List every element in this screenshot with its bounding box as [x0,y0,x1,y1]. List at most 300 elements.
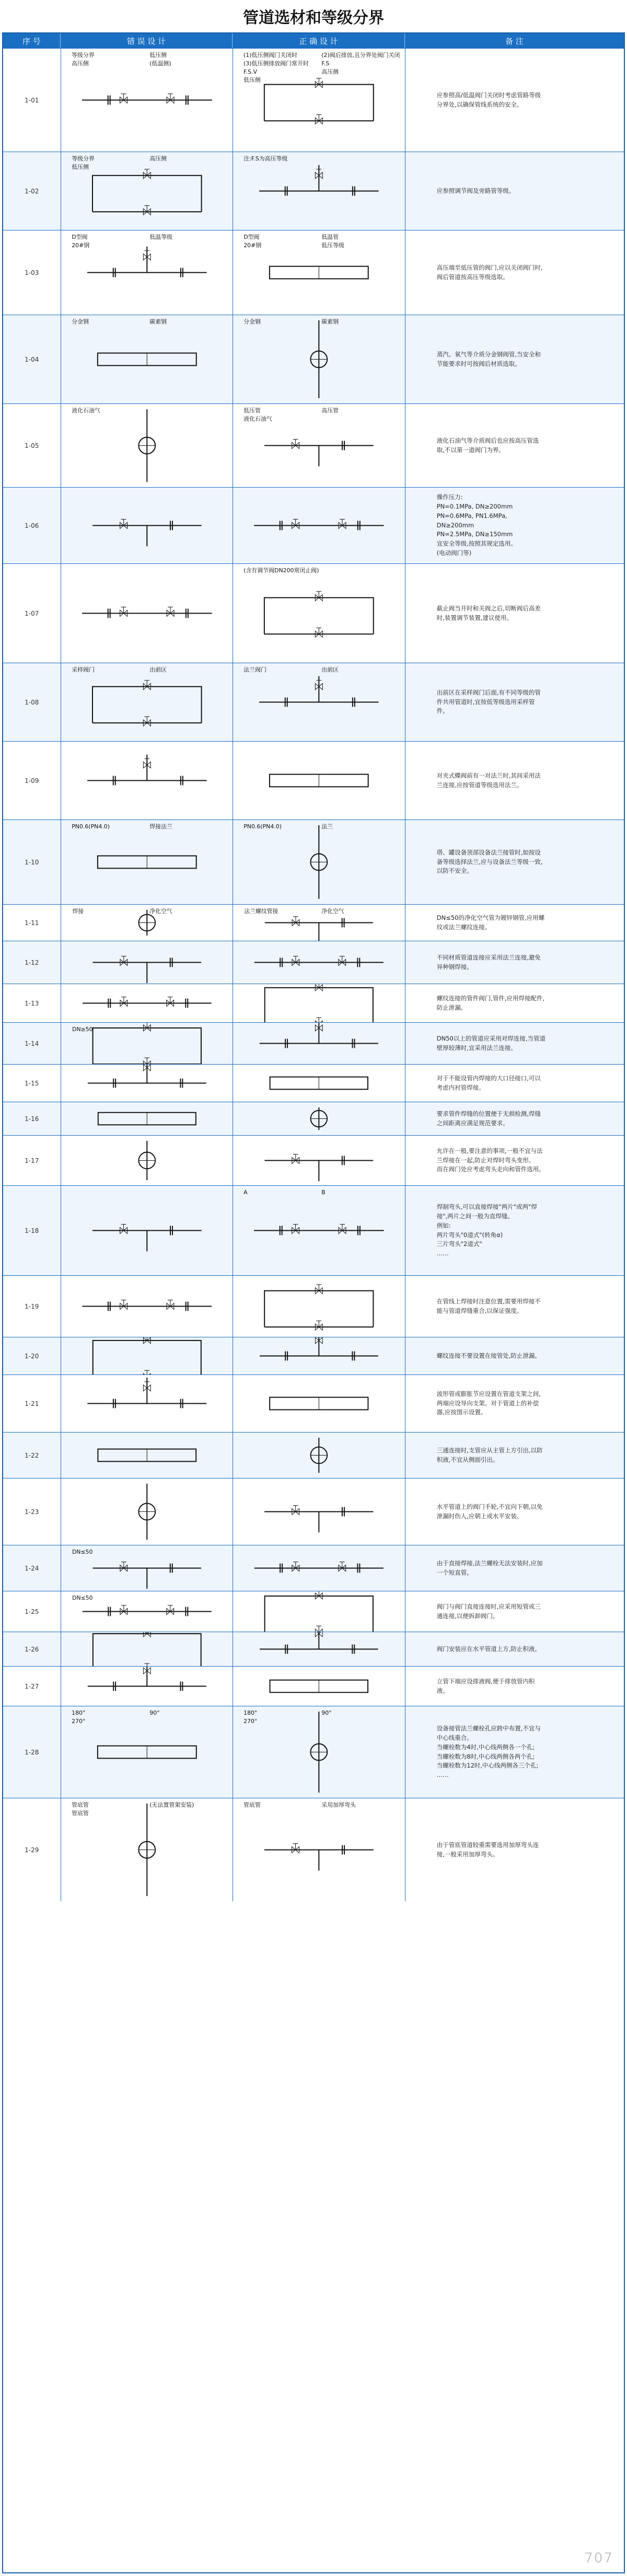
watermark: 707 [584,2550,613,2566]
wrong-design-diagram [61,152,233,230]
wrong-design-cell [61,1337,234,1374]
row-number: 1-11 [3,905,61,941]
wrong-design-diagram [61,488,233,563]
wrong-design-diagram [61,1545,233,1591]
remark-cell [405,1706,624,1798]
right-design-cell [233,1545,405,1591]
wrong-design-cell [61,1545,234,1591]
remark-text: 对于不能设管内焊接的大口径接口,可以考虑内衬管焊接。 [436,1074,541,1091]
right-design-diagram [233,1632,405,1666]
row-number: 1-17 [3,1136,61,1185]
diagram-label: 焊接 [72,907,84,915]
remark-text: 水平管道上的阀门手轮,不宜向下朝,以免泄漏时伤人,应朝上或水平安装。 [436,1503,543,1520]
row-number: 1-24 [3,1545,61,1591]
table-row [3,1591,624,1632]
table-row [3,1666,624,1706]
row-number: 1-05 [3,404,61,487]
remark-text: DN≤50的净化空气管为镀锌钢管,应用螺纹或法兰螺纹连接。 [436,914,545,931]
right-design-cell [233,1667,405,1706]
table-row [3,984,624,1022]
wrong-design-cell [61,1065,234,1102]
table-row [3,152,624,230]
remark-text: 出前区在采样阀门后面,有不同等级的管件共用管道时,宜按低等级选用采样管件。 [436,688,541,715]
row-number: 1-12 [3,941,61,984]
right-design-diagram [233,152,405,230]
right-design-diagram [233,1337,405,1374]
table-row [3,1545,624,1591]
wrong-design-cell [61,230,234,315]
row-number: 1-16 [3,1102,61,1135]
diagram-label: 20#钢 [243,241,262,249]
diagram-label: (含有调节阀DN200常闭止阀) [243,567,319,574]
header-remark: 备 注 [505,36,524,46]
right-design-diagram [233,1433,405,1478]
remark-text: 不同材质管道连接应采用法兰连接,避免异种钢焊接。 [436,953,541,971]
row-number: 1-28 [3,1706,61,1798]
wrong-design-diagram [61,230,233,315]
remark-cell [405,1798,624,1901]
diagram-label: (3)低压侧排放阀门常开时 [243,60,309,67]
right-design-cell [233,49,405,152]
diagram-label: 碳素钢 [149,318,167,325]
right-design-cell [233,1798,405,1901]
right-design-cell [233,905,405,941]
wrong-design-cell [61,1632,234,1666]
table-row [3,1798,624,1901]
remark-cell [405,742,624,819]
remark-cell [405,1591,624,1632]
remark-text: 阀门安装应在水平管道上方,防止积液。 [436,1645,541,1653]
remark-cell [405,1065,624,1102]
remark-cell [405,488,624,563]
row-number: 1-10 [3,820,61,904]
diagram-label: 低压管 [243,407,261,414]
right-design-diagram [233,820,405,904]
diagram-label: DN≤50 [72,1548,92,1555]
comparison-table [2,32,625,2573]
diagram-label: PN0.6(PN4.0) [243,823,282,830]
remark-cell [405,820,624,904]
right-design-diagram [233,1065,405,1102]
row-number: 1-18 [3,1186,61,1275]
row-number: 1-20 [3,1337,61,1374]
remark-text: 在管线上焊接时注意位置,需要用焊接不能与管道焊缝重合,以保证强度。 [436,1297,541,1314]
row-number: 1-14 [3,1023,61,1064]
remark-cell [405,315,624,403]
remark-cell [405,1632,624,1666]
right-design-diagram [233,1102,405,1135]
table-row [3,315,624,403]
wrong-design-cell [61,663,234,741]
remark-cell [405,1433,624,1478]
remark-text: 螺纹连接不要设置在接管处,防止泄漏。 [436,1351,541,1359]
remark-text: 波形管或膨胀节应设置在管道支架之间,两端应设导向支架。对于管道上的补偿器,应按图示设置。 [436,1390,541,1416]
right-design-diagram [233,1798,405,1901]
remark-text: 三通连接时,支管应从主管上方引出,以防积液,不宜从侧面引出。 [436,1446,543,1463]
wrong-design-diagram [61,1433,233,1478]
wrong-design-cell [61,315,234,403]
table-row [3,1337,624,1374]
right-design-cell [233,1065,405,1102]
wrong-design-cell [61,742,234,819]
wrong-design-cell [61,1186,234,1275]
right-design-diagram [233,1478,405,1545]
wrong-design-cell [61,1478,234,1545]
diagram-label: 高压管 [321,407,339,414]
wrong-design-diagram [61,984,233,1022]
wrong-design-diagram [61,1798,233,1901]
remark-text: DN50以上的管道应采用对焊连接,当管道壁厚较薄时,宜采用法兰连接。 [436,1034,545,1052]
remark-cell [405,1545,624,1591]
diagram-label: 出前区 [149,666,167,673]
wrong-design-cell [61,1798,234,1901]
wrong-design-diagram [61,1478,233,1545]
row-number: 1-23 [3,1478,61,1545]
diagram-label: 高压侧 [149,155,167,162]
wrong-design-cell [61,1375,234,1432]
diagram-label: 等级分界 [71,155,95,162]
remark-text: 立管下端应设排液阀,便于排放管内积液。 [436,1677,535,1694]
wrong-design-cell [61,1102,234,1135]
wrong-design-diagram [61,663,233,741]
right-design-cell [233,742,405,819]
right-design-diagram [233,663,405,741]
table-row [3,904,624,941]
table-row [3,48,624,152]
wrong-design-cell [61,1023,234,1064]
wrong-design-diagram [61,820,233,904]
header-wrong: 错 误 设 计 [61,33,233,48]
right-design-diagram [233,905,405,941]
wrong-design-cell [61,1276,234,1337]
remark-text: 塔、罐设备顶部设备法兰接管时,如按设备等级选择法兰,应与设备法兰等级一致,以防不安全。 [436,848,543,875]
remark-text: 对夹式蝶阀前有一对法兰时,其间采用法兰连接,应按管道等级选用法兰。 [436,771,541,789]
diagram-label: 180° [243,1709,258,1716]
row-number: 1-22 [3,1433,61,1478]
right-design-diagram [233,49,405,152]
right-design-cell [233,315,405,403]
remark-cell [405,564,624,663]
table-row [3,1432,624,1478]
right-design-cell [233,1632,405,1666]
remark-cell [405,152,624,230]
wrong-design-cell [61,488,234,563]
table-header [3,33,624,48]
remark-text: 应参照高/低温阀门关闭时考虑管路等级分界处,以确保管线系统的安全。 [436,91,541,108]
diagram-label: (无法置管架安装) [149,1801,194,1808]
diagram-label: 净化空气 [321,907,344,915]
wrong-design-diagram [61,1065,233,1102]
wrong-design-cell [61,1433,234,1478]
right-design-cell [233,404,405,487]
right-design-cell [233,1023,405,1064]
remark-text: 螺纹连接的管件阀门,管件,应用焊接配件,防止泄漏。 [436,994,545,1011]
diagram-label: 180° [71,1709,85,1716]
row-number: 1-19 [3,1276,61,1337]
right-design-cell [233,1337,405,1374]
table-row [3,741,624,819]
diagram-label: 管底管 [71,1809,89,1817]
diagram-label: 低压侧 [243,76,261,84]
row-number: 1-03 [3,230,61,315]
table-row [3,941,624,984]
diagram-label: (2)阀后排放,且分界处阀门关闭 [321,51,400,59]
diagram-label: 90° [321,1709,332,1716]
diagram-label: PN0.6(PN4.0) [71,823,110,830]
diagram-label: DN≥50 [72,1025,93,1033]
diagram-label: D型阀 [71,233,87,240]
right-design-cell [233,152,405,230]
remark-text: 液化石油气等介质阀后也应按高压管选取,不以第一道阀门为界。 [436,436,539,454]
wrong-design-cell [61,820,234,904]
right-design-diagram [233,404,405,487]
wrong-design-cell [61,1136,234,1185]
right-design-diagram [233,1186,405,1275]
remark-cell [405,1478,624,1545]
row-number: 1-21 [3,1375,61,1432]
row-number: 1-13 [3,984,61,1022]
remark-cell [405,404,624,487]
table-row [3,819,624,904]
row-number: 1-27 [3,1667,61,1706]
right-design-diagram [233,1375,405,1432]
wrong-design-cell [61,152,234,230]
diagram-label: 低压侧 [149,51,167,59]
right-design-cell [233,1433,405,1478]
remark-cell [405,1136,624,1185]
right-design-diagram [233,315,405,403]
right-design-diagram [233,1276,405,1337]
diagram-label: 焊接法兰 [149,823,172,830]
wrong-design-cell [61,905,234,941]
remark-cell [405,1186,624,1275]
diagram-label: 分金钢 [243,318,261,325]
remark-cell [405,984,624,1022]
wrong-design-diagram [61,1667,233,1706]
right-design-diagram [233,941,405,984]
diagram-label: 法兰阀门 [243,666,267,673]
right-design-diagram [233,1136,405,1185]
right-design-cell [233,230,405,315]
remark-text: 应参照调节阀及旁路管等级。 [436,187,515,194]
right-design-cell [233,564,405,663]
remark-cell [405,941,624,984]
table-row [3,487,624,563]
diagram-label: 液化石油气 [243,415,272,422]
right-design-diagram [233,1706,405,1798]
wrong-design-cell [61,1591,234,1632]
table-row [3,1632,624,1666]
right-design-cell [233,984,405,1022]
right-design-cell [233,1276,405,1337]
diagram-label: F.S.V [243,68,258,75]
right-design-diagram [233,1023,405,1064]
remark-cell [405,1375,624,1432]
table-row [3,1706,624,1798]
remark-cell [405,1276,624,1337]
diagram-label: 管底管 [71,1801,89,1808]
wrong-design-diagram [61,905,233,941]
diagram-label: 采用加厚弯头 [321,1801,356,1808]
table-row [3,563,624,663]
diagram-label: 采样阀门 [71,666,95,673]
diagram-label: DN≤50 [72,1594,93,1601]
wrong-design-cell [61,1667,234,1706]
remark-cell [405,1337,624,1374]
row-number: 1-04 [3,315,61,403]
wrong-design-diagram [61,1591,233,1632]
row-number: 1-29 [3,1798,61,1901]
diagram-label: A [243,1188,248,1196]
remark-cell [405,1023,624,1064]
right-design-diagram [233,1667,405,1706]
right-design-cell [233,1375,405,1432]
diagram-label: 出前区 [321,666,339,673]
right-design-diagram [233,1591,405,1632]
remark-cell [405,1667,624,1706]
wrong-design-diagram [61,564,233,663]
wrong-design-diagram [61,1337,233,1374]
wrong-design-diagram [61,1375,233,1432]
remark-cell [405,230,624,315]
right-design-diagram [233,230,405,315]
diagram-label: 低压侧 [71,163,89,170]
right-design-diagram [233,564,405,663]
remark-text: 蒸汽、氧气等介质分金钢阀管,当安全和节能要求时可按阀后材质选取。 [436,350,541,367]
wrong-design-diagram [61,1706,233,1798]
diagram-label: 净化空气 [149,907,172,915]
remark-text: 要求管件焊缝的位置便于无损检测,焊缝之间距离应满足规范要求。 [436,1110,541,1127]
right-design-diagram [233,742,405,819]
diagram-label: 等级分界 [71,51,95,59]
remark-text: 允许在一般,要注意的事项,一般不宜与法兰焊接在一起,防止对焊时弯头变形。 而在阀门处应考虑弯头走向和管件选用。 [436,1147,545,1173]
pipe-line [265,988,373,1022]
wrong-design-diagram [61,742,233,819]
remark-cell [405,663,624,741]
wrong-design-diagram [61,1136,233,1185]
diagram-label: D型阀 [243,233,260,240]
diagram-label: F.S [321,60,330,67]
row-number: 1-09 [3,742,61,819]
diagram-label: 分金钢 [71,318,89,325]
diagram-label: 高压侧 [71,60,89,67]
right-design-cell [233,488,405,563]
diagram-label: 法兰螺纹管接 [244,907,278,915]
wrong-design-diagram [61,1023,233,1064]
wrong-design-diagram [61,404,233,487]
wrong-design-diagram [61,1276,233,1337]
diagram-label: 高压侧 [321,68,339,75]
wrong-design-cell [61,1706,234,1798]
right-design-cell [233,1102,405,1135]
wrong-design-cell [61,564,234,663]
wrong-design-diagram [61,49,233,152]
diagram-label: 法兰 [321,823,333,830]
remark-text: 截止阀当开时和关阀之后,切断阀后高差时,装置调节装置,建议使用。 [436,604,541,621]
wrong-design-diagram [61,1186,233,1275]
diagram-label: 液化石油气 [71,407,100,414]
right-design-cell [233,1591,405,1632]
wrong-design-cell [61,941,234,984]
remark-cell [405,905,624,941]
header-no: 序 号 [3,33,61,48]
diagram-label: (低温侧) [149,60,171,67]
wrong-design-diagram [61,941,233,984]
pipe-line [92,1341,201,1374]
diagram-label: B [321,1188,326,1196]
pipe-line [92,1634,201,1666]
row-number: 1-07 [3,564,61,663]
remark-text: 由于直接焊接,法兰螺栓无法安装时,应加一个短直管。 [436,1559,543,1576]
wrong-design-diagram [61,1102,233,1135]
table-row [3,1102,624,1135]
remark-cell [405,1102,624,1135]
diagram-label: 管底管 [243,1801,261,1808]
diagram-label: 碳素钢 [321,318,339,325]
row-number: 1-01 [3,49,61,152]
table-row [3,663,624,741]
diagram-label: 低温管 [321,233,339,240]
table-row [3,1275,624,1337]
page-title: 管道选材和等级分界 [243,9,384,27]
right-design-cell [233,941,405,984]
right-design-cell [233,1478,405,1545]
right-design-cell [233,1706,405,1798]
diagram-label: 90° [149,1709,160,1716]
diagram-label: 20#钢 [71,241,89,249]
right-design-cell [233,820,405,904]
right-design-cell [233,1186,405,1275]
row-number: 1-26 [3,1632,61,1666]
remark-text: 高压端至低压管的阀门,应以关闭阀门时,阀后管道按高压等级选取。 [436,263,543,281]
wrong-design-cell [61,404,234,487]
diagram-label: (1)低压侧阀门关闭时 [243,51,298,59]
remark-text: 由于管底管道较重需要选用加厚弯头连接,一般采用加厚弯头。 [436,1841,539,1858]
remark-text: 设备接管法兰螺栓孔应跨中布置,不宜与中心线重合。 当螺栓数为4时,中心线两侧各一个孔; 当螺栓数为8时,中心线两侧各两个孔; 当螺栓数为12时,中心线两侧各三个孔; …… [436,1725,541,1779]
remark-text: 阀门与阀门直接连接时,应采用短管或三通连接,以便拆卸阀门。 [436,1602,541,1620]
diagram-label: 注:F.S为高压等级 [243,155,288,162]
right-design-diagram [233,1545,405,1591]
row-number: 1-02 [3,152,61,230]
wrong-design-diagram [61,1632,233,1666]
remark-cell [405,49,624,152]
remark-text: 操作压力: PN=0.1MPa, DN≥200mm PN=0.6MPa, PN1.6MPa, DN≥200mm PN=2.5MPa, DN≥150mm 宜安全等级,按照其规定选用。 (电动阀门等) [436,493,517,557]
diagram-label: 低温等级 [149,233,172,240]
row-number: 1-08 [3,663,61,741]
table-row [3,1478,624,1545]
wrong-design-diagram [61,315,233,403]
header-right: 正 确 设 计 [233,33,404,48]
right-design-cell [233,663,405,741]
wrong-design-cell [61,984,234,1022]
table-row [3,1135,624,1185]
table-row [3,1374,624,1432]
table-row [3,1064,624,1102]
table-row [3,1022,624,1064]
remark-text: 焊制弯头,可以直接焊接"两片"或两"焊接",两片之间一般为直焊缝。 例如: 两片弯头"0道式"(转角α) 三片弯头"2道式" …… [436,1203,537,1257]
table-row [3,403,624,487]
row-number: 1-15 [3,1065,61,1102]
right-design-diagram [233,984,405,1022]
right-design-cell [233,1136,405,1185]
diagram-label: 低压等级 [321,241,345,249]
diagram-label: 270° [243,1717,258,1725]
row-number: 1-06 [3,488,61,563]
diagram-label: 270° [71,1717,85,1725]
table-row [3,230,624,315]
right-design-diagram [233,488,405,563]
wrong-design-cell [61,49,234,152]
